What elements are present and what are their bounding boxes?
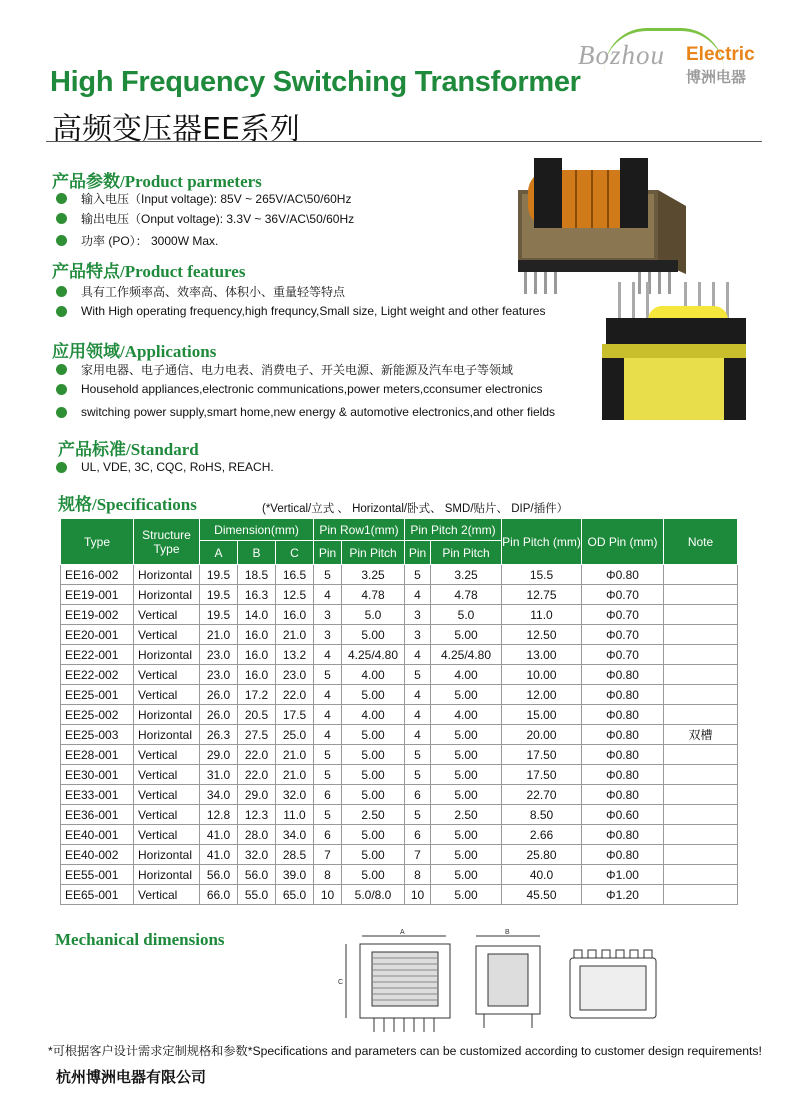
table-cell: Horizontal xyxy=(134,585,200,605)
table-cell: 12.00 xyxy=(502,685,582,705)
table-cell xyxy=(664,845,738,865)
table-cell: 5.00 xyxy=(431,765,502,785)
table-cell xyxy=(664,565,738,585)
table-cell: Φ0.70 xyxy=(582,585,664,605)
table-cell: 55.0 xyxy=(238,885,276,905)
table-cell: 5.00 xyxy=(342,785,405,805)
table-cell: 66.0 xyxy=(200,885,238,905)
table-cell: 4 xyxy=(314,645,342,665)
table-cell: 4 xyxy=(405,705,431,725)
table-cell: 4 xyxy=(405,725,431,745)
table-cell: 18.5 xyxy=(238,565,276,585)
table-cell: Φ0.60 xyxy=(582,805,664,825)
col-pinpitch2: Pin Pitch xyxy=(431,541,502,565)
table-cell: 32.0 xyxy=(276,785,314,805)
table-cell: 10 xyxy=(405,885,431,905)
table-cell xyxy=(664,705,738,725)
table-cell: 13.00 xyxy=(502,645,582,665)
col-type: Type xyxy=(61,519,134,565)
page-title: High Frequency Switching Transformer xyxy=(50,66,581,98)
table-cell: Vertical xyxy=(134,745,200,765)
table-cell xyxy=(664,805,738,825)
table-cell: Φ0.80 xyxy=(582,565,664,585)
table-cell: Vertical xyxy=(134,765,200,785)
table-cell: Horizontal xyxy=(134,865,200,885)
table-row xyxy=(61,745,738,765)
table-cell: 25.0 xyxy=(276,725,314,745)
table-cell: 5 xyxy=(405,765,431,785)
param-item: 输入电压（Input voltage): 85V ~ 265V/AC\50/60Hz xyxy=(56,190,351,207)
table-cell: 14.0 xyxy=(238,605,276,625)
table-cell: Φ0.80 xyxy=(582,685,664,705)
table-cell: 3 xyxy=(314,625,342,645)
table-cell xyxy=(664,885,738,905)
table-cell: EE30-001 xyxy=(61,765,134,785)
table-cell: 16.0 xyxy=(238,665,276,685)
table-cell: Horizontal xyxy=(134,645,200,665)
table-cell: 15.00 xyxy=(502,705,582,725)
table-cell: 4.00 xyxy=(342,705,405,725)
table-cell: 56.0 xyxy=(238,865,276,885)
param-item: 功率 (PO）： 3000W Max. xyxy=(56,232,218,249)
table-cell: 5.00 xyxy=(431,865,502,885)
table-cell: 28.5 xyxy=(276,845,314,865)
table-cell: 6 xyxy=(314,785,342,805)
table-cell xyxy=(664,665,738,685)
table-cell: 5.00 xyxy=(342,725,405,745)
table-cell: 5.00 xyxy=(431,725,502,745)
table-cell: 5 xyxy=(405,805,431,825)
col-note: Note xyxy=(664,519,738,565)
table-cell: 12.50 xyxy=(502,625,582,645)
table-cell: 13.2 xyxy=(276,645,314,665)
col-c: C xyxy=(276,541,314,565)
table-cell: EE65-001 xyxy=(61,885,134,905)
table-cell: 4.25/4.80 xyxy=(342,645,405,665)
page-subtitle: 高频变压器EE系列 xyxy=(52,112,300,147)
table-cell: EE25-001 xyxy=(61,685,134,705)
table-cell: Vertical xyxy=(134,805,200,825)
table-cell: 6 xyxy=(405,825,431,845)
table-row xyxy=(61,665,738,685)
col-pinpitch1: Pin Pitch xyxy=(342,541,405,565)
table-cell: 5 xyxy=(314,745,342,765)
logo-cn: 博洲电器 xyxy=(686,68,747,86)
mechanical-drawing xyxy=(330,928,680,1038)
company-name: 杭州博洲电器有限公司 xyxy=(56,1068,207,1086)
table-cell: 31.0 xyxy=(200,765,238,785)
table-cell: Vertical xyxy=(134,665,200,685)
table-cell: 5 xyxy=(314,665,342,685)
table-cell: 5.00 xyxy=(431,785,502,805)
table-cell: 17.50 xyxy=(502,765,582,785)
bullet-icon xyxy=(56,407,67,418)
table-cell: 5.00 xyxy=(342,625,405,645)
col-pin-row1: Pin Row1(mm) xyxy=(314,519,405,541)
col-pin-row2: Pin Pitch 2(mm) xyxy=(405,519,502,541)
table-cell: 23.0 xyxy=(200,645,238,665)
table-cell: EE20-001 xyxy=(61,625,134,645)
table-cell: 20.00 xyxy=(502,725,582,745)
table-cell: 11.0 xyxy=(276,805,314,825)
table-cell: 12.3 xyxy=(238,805,276,825)
table-cell: 4.78 xyxy=(342,585,405,605)
table-cell: 26.3 xyxy=(200,725,238,745)
table-cell: 28.0 xyxy=(238,825,276,845)
table-row xyxy=(61,725,738,745)
table-cell xyxy=(664,765,738,785)
table-cell: EE16-002 xyxy=(61,565,134,585)
bullet-icon xyxy=(56,364,67,375)
col-dimension: Dimension(mm) xyxy=(200,519,314,541)
table-cell: 5.00 xyxy=(431,745,502,765)
bullet-icon xyxy=(56,306,67,317)
table-cell: 8.50 xyxy=(502,805,582,825)
table-cell: 4.00 xyxy=(431,665,502,685)
table-cell: 16.0 xyxy=(238,625,276,645)
table-cell: Vertical xyxy=(134,785,200,805)
feature-item: 具有工作频率高、效率高、体积小、重量轻等特点 xyxy=(56,283,345,300)
table-cell: 12.75 xyxy=(502,585,582,605)
features-heading: 产品特点/Product features xyxy=(52,262,246,281)
table-cell: Φ0.80 xyxy=(582,765,664,785)
table-cell: EE33-001 xyxy=(61,785,134,805)
table-cell: 41.0 xyxy=(200,825,238,845)
table-cell: 6 xyxy=(314,825,342,845)
table-cell: 4 xyxy=(405,685,431,705)
table-cell xyxy=(664,685,738,705)
table-cell: 5 xyxy=(314,805,342,825)
application-item: 家用电器、电子通信、电力电表、消费电子、开关电源、新能源及汽车电子等领域 xyxy=(56,361,513,378)
table-row xyxy=(61,765,738,785)
table-row xyxy=(61,705,738,725)
table-cell: Φ0.80 xyxy=(582,845,664,865)
table-cell: 5.00 xyxy=(431,845,502,865)
table-cell: 16.5 xyxy=(276,565,314,585)
table-cell: EE28-001 xyxy=(61,745,134,765)
table-cell: 5.00 xyxy=(431,825,502,845)
table-row xyxy=(61,645,738,665)
table-row xyxy=(61,845,738,865)
table-cell: Horizontal xyxy=(134,565,200,585)
param-item: 输出电压（Onput voltage): 3.3V ~ 36V/AC\50/60Hz xyxy=(56,210,354,227)
table-cell: 5.0 xyxy=(431,605,502,625)
table-cell xyxy=(664,865,738,885)
table-cell: Φ0.70 xyxy=(582,645,664,665)
specs-heading: 规格/Specifications xyxy=(58,495,197,514)
table-cell: 双槽 xyxy=(664,725,738,745)
table-cell: 23.0 xyxy=(200,665,238,685)
table-cell xyxy=(664,625,738,645)
table-row xyxy=(61,625,738,645)
table-cell: 40.0 xyxy=(502,865,582,885)
table-cell: 5.00 xyxy=(342,745,405,765)
table-row xyxy=(61,885,738,905)
table-cell: 10.00 xyxy=(502,665,582,685)
table-cell: Horizontal xyxy=(134,725,200,745)
bullet-icon xyxy=(56,286,67,297)
col-a: A xyxy=(200,541,238,565)
table-cell: EE40-002 xyxy=(61,845,134,865)
table-row xyxy=(61,685,738,705)
table-cell: 4.00 xyxy=(431,705,502,725)
table-cell: 5.00 xyxy=(431,885,502,905)
table-cell: 5.00 xyxy=(431,625,502,645)
table-cell: 20.5 xyxy=(238,705,276,725)
table-cell: 29.0 xyxy=(200,745,238,765)
table-cell: 6 xyxy=(405,785,431,805)
table-cell: 26.0 xyxy=(200,705,238,725)
table-cell: 45.50 xyxy=(502,885,582,905)
table-cell: 17.2 xyxy=(238,685,276,705)
col-pin-pitch: Pin Pitch (mm) xyxy=(502,519,582,565)
table-cell: 12.5 xyxy=(276,585,314,605)
table-cell: 5 xyxy=(405,665,431,685)
application-item: Household appliances,electronic communications,power meters,cconsumer electronics xyxy=(56,382,543,396)
table-cell: 16.0 xyxy=(238,645,276,665)
table-cell: Horizontal xyxy=(134,705,200,725)
table-cell: 4 xyxy=(405,585,431,605)
table-cell: 5 xyxy=(314,765,342,785)
table-cell: 19.5 xyxy=(200,605,238,625)
logo-brand: Bozhou xyxy=(578,40,665,70)
table-cell: Φ0.80 xyxy=(582,725,664,745)
table-cell: 32.0 xyxy=(238,845,276,865)
col-pin1: Pin xyxy=(314,541,342,565)
table-row xyxy=(61,585,738,605)
table-cell: 21.0 xyxy=(276,745,314,765)
table-cell: 39.0 xyxy=(276,865,314,885)
bullet-icon xyxy=(56,193,67,204)
table-cell xyxy=(664,745,738,765)
feature-item: With High operating frequency,high frequncy,Small size, Light weight and other features xyxy=(56,304,545,318)
table-cell: 23.0 xyxy=(276,665,314,685)
table-cell: Φ1.20 xyxy=(582,885,664,905)
table-cell: 2.50 xyxy=(431,805,502,825)
standard-heading: 产品标准/Standard xyxy=(58,440,199,459)
col-b: B xyxy=(238,541,276,565)
table-cell: 19.5 xyxy=(200,565,238,585)
table-cell: 10 xyxy=(314,885,342,905)
table-cell: 65.0 xyxy=(276,885,314,905)
table-cell: 41.0 xyxy=(200,845,238,865)
table-cell: 4.25/4.80 xyxy=(431,645,502,665)
table-cell: 19.5 xyxy=(200,585,238,605)
table-cell: 7 xyxy=(314,845,342,865)
table-cell: Vertical xyxy=(134,685,200,705)
table-cell: 4 xyxy=(405,645,431,665)
table-cell: 16.0 xyxy=(276,605,314,625)
table-cell: 7 xyxy=(405,845,431,865)
table-row xyxy=(61,565,738,585)
col-pin2: Pin xyxy=(405,541,431,565)
table-cell xyxy=(664,825,738,845)
table-cell: Φ0.70 xyxy=(582,605,664,625)
bullet-icon xyxy=(56,384,67,395)
table-cell: 22.70 xyxy=(502,785,582,805)
table-cell: Horizontal xyxy=(134,845,200,865)
table-cell: 22.0 xyxy=(238,765,276,785)
table-cell: 26.0 xyxy=(200,685,238,705)
logo-electric: Electric xyxy=(686,44,755,65)
table-cell: 4.00 xyxy=(342,665,405,685)
table-cell: EE19-002 xyxy=(61,605,134,625)
table-cell: 22.0 xyxy=(238,745,276,765)
table-cell: 56.0 xyxy=(200,865,238,885)
table-cell: 8 xyxy=(314,865,342,885)
label-a: A xyxy=(400,929,405,936)
table-cell: Vertical xyxy=(134,885,200,905)
table-cell: Φ0.80 xyxy=(582,785,664,805)
table-cell: 5.00 xyxy=(342,685,405,705)
table-cell: 2.50 xyxy=(342,805,405,825)
table-cell: Vertical xyxy=(134,605,200,625)
mechanical-heading: Mechanical dimensions xyxy=(55,930,225,949)
table-row xyxy=(61,805,738,825)
table-cell: EE25-003 xyxy=(61,725,134,745)
table-cell: 3 xyxy=(314,605,342,625)
table-cell: Vertical xyxy=(134,825,200,845)
table-cell: Vertical xyxy=(134,625,200,645)
table-cell: 21.0 xyxy=(200,625,238,645)
table-cell: 21.0 xyxy=(276,625,314,645)
table-cell: 5 xyxy=(314,565,342,585)
table-cell: EE36-001 xyxy=(61,805,134,825)
table-row xyxy=(61,865,738,885)
table-cell xyxy=(664,645,738,665)
application-item: switching power supply,smart home,new energy & automotive electronics,and other fields xyxy=(56,405,555,419)
table-cell: 21.0 xyxy=(276,765,314,785)
table-cell: 17.5 xyxy=(276,705,314,725)
table-cell: 4 xyxy=(314,685,342,705)
table-row xyxy=(61,605,738,625)
vertical-transformer-photo xyxy=(588,278,758,428)
table-cell: Φ0.70 xyxy=(582,625,664,645)
table-cell: 22.0 xyxy=(276,685,314,705)
table-cell: 27.5 xyxy=(238,725,276,745)
table-cell: 5.0 xyxy=(342,605,405,625)
table-cell: EE25-002 xyxy=(61,705,134,725)
standard-item: UL, VDE, 3C, CQC, RoHS, REACH. xyxy=(56,460,274,474)
table-cell: 34.0 xyxy=(200,785,238,805)
params-heading: 产品参数/Product parmeters xyxy=(52,172,262,191)
bullet-icon xyxy=(56,462,67,473)
table-cell: 34.0 xyxy=(276,825,314,845)
table-cell: 3.25 xyxy=(431,565,502,585)
table-cell: Φ0.80 xyxy=(582,665,664,685)
table-cell: Φ0.80 xyxy=(582,745,664,765)
table-cell: 8 xyxy=(405,865,431,885)
table-cell: EE55-001 xyxy=(61,865,134,885)
table-cell: Φ0.80 xyxy=(582,825,664,845)
table-row xyxy=(61,785,738,805)
table-cell: 3 xyxy=(405,625,431,645)
spec-table xyxy=(60,518,738,905)
table-cell: 4 xyxy=(314,705,342,725)
table-cell: 16.3 xyxy=(238,585,276,605)
table-cell: EE40-001 xyxy=(61,825,134,845)
table-cell: EE22-001 xyxy=(61,645,134,665)
bullet-icon xyxy=(56,213,67,224)
table-cell: 5.00 xyxy=(342,765,405,785)
table-cell: 5 xyxy=(405,745,431,765)
label-b: B xyxy=(505,929,510,936)
col-structure: Structure Type xyxy=(134,519,200,565)
col-od-pin: OD Pin (mm) xyxy=(582,519,664,565)
table-cell xyxy=(664,585,738,605)
table-cell: EE19-001 xyxy=(61,585,134,605)
table-cell: 11.0 xyxy=(502,605,582,625)
table-cell: 3 xyxy=(405,605,431,625)
bullet-icon xyxy=(56,235,67,246)
table-cell: 5.00 xyxy=(431,685,502,705)
table-cell: 25.80 xyxy=(502,845,582,865)
table-cell xyxy=(664,605,738,625)
table-cell: 4.78 xyxy=(431,585,502,605)
specs-note: (*Vertical/立式 、 Horizontal/卧式、 SMD/贴片、 DIP/插件） xyxy=(262,503,569,515)
table-cell: 29.0 xyxy=(238,785,276,805)
table-row xyxy=(61,825,738,845)
table-cell: 15.5 xyxy=(502,565,582,585)
table-cell: 5.00 xyxy=(342,845,405,865)
applications-heading: 应用领域/Applications xyxy=(52,342,217,361)
table-cell: Φ0.80 xyxy=(582,705,664,725)
customize-note: *可根据客户设计需求定制规格和参数*Specifications and parameters can be customized according to customer design requirements! xyxy=(48,1044,762,1058)
table-cell: 4 xyxy=(314,725,342,745)
table-cell: 12.8 xyxy=(200,805,238,825)
table-cell: Φ1.00 xyxy=(582,865,664,885)
table-cell: 3.25 xyxy=(342,565,405,585)
table-cell: 5.00 xyxy=(342,825,405,845)
label-c: C xyxy=(338,979,344,986)
table-cell: 17.50 xyxy=(502,745,582,765)
table-cell: 5 xyxy=(405,565,431,585)
table-cell: 5.00 xyxy=(342,865,405,885)
table-cell: EE22-002 xyxy=(61,665,134,685)
table-cell: 5.0/8.0 xyxy=(342,885,405,905)
title-divider xyxy=(46,141,762,142)
table-cell: 4 xyxy=(314,585,342,605)
table-cell: 2.66 xyxy=(502,825,582,845)
table-cell xyxy=(664,785,738,805)
